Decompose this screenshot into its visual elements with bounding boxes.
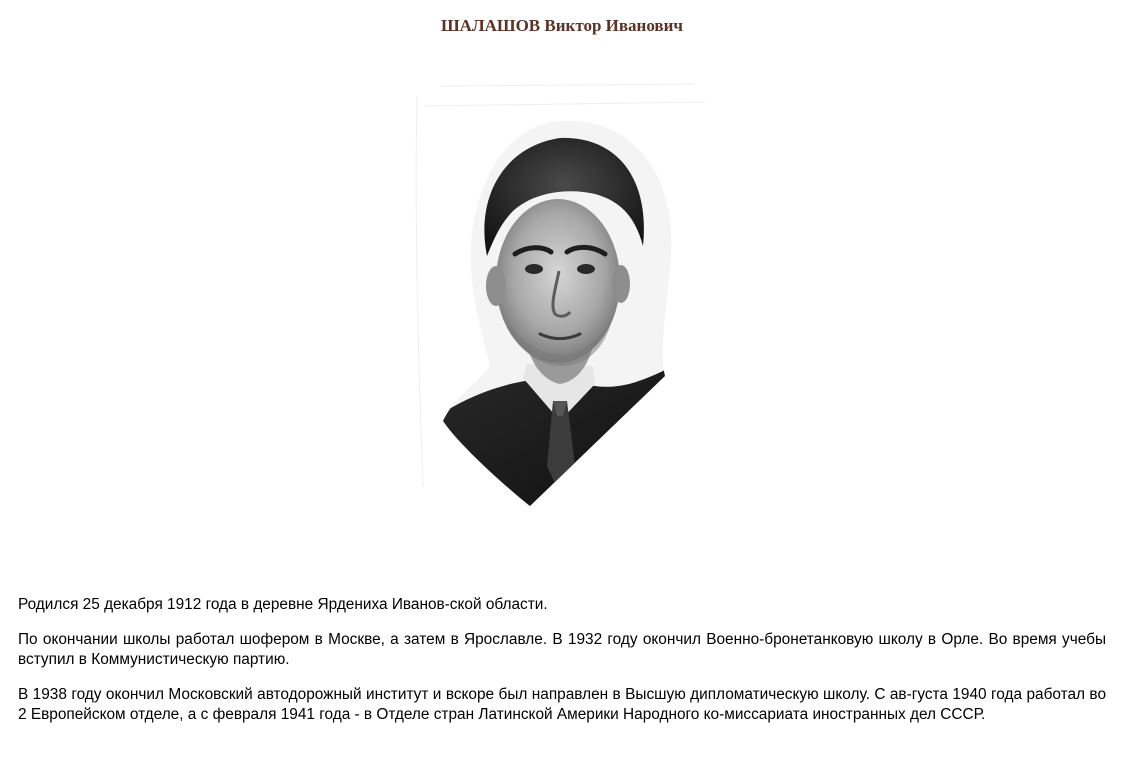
portrait-photo-icon [395, 66, 725, 516]
page-title: ШАЛАШОВ Виктор Иванович [441, 16, 683, 35]
biography [18, 595, 1106, 740]
portrait-photo [395, 66, 725, 516]
biography-paragraph-1: Родился 25 декабря 1912 года в деревне Ярдениха Иванов-ской области. [18, 596, 548, 613]
biography-paragraph-3: В 1938 году окончил Московский автодорожный институт и вскоре был направлен в Высшую дипломатическую школу. С ав-густа 1940 года работал во 2 Европейском отделе, а с февраля 1941 года - в Отделе стран Латинской Америки Народного ко-миссариата иностранных дел СССР. [18, 686, 1106, 723]
biography-paragraph-2: По окончании школы работал шофером в Москве, а затем в Ярославле. В 1932 году окончил Военно-бронетанковую школу в Орле. Во время учебы вступил в Коммунистическую партию. [18, 631, 1106, 668]
